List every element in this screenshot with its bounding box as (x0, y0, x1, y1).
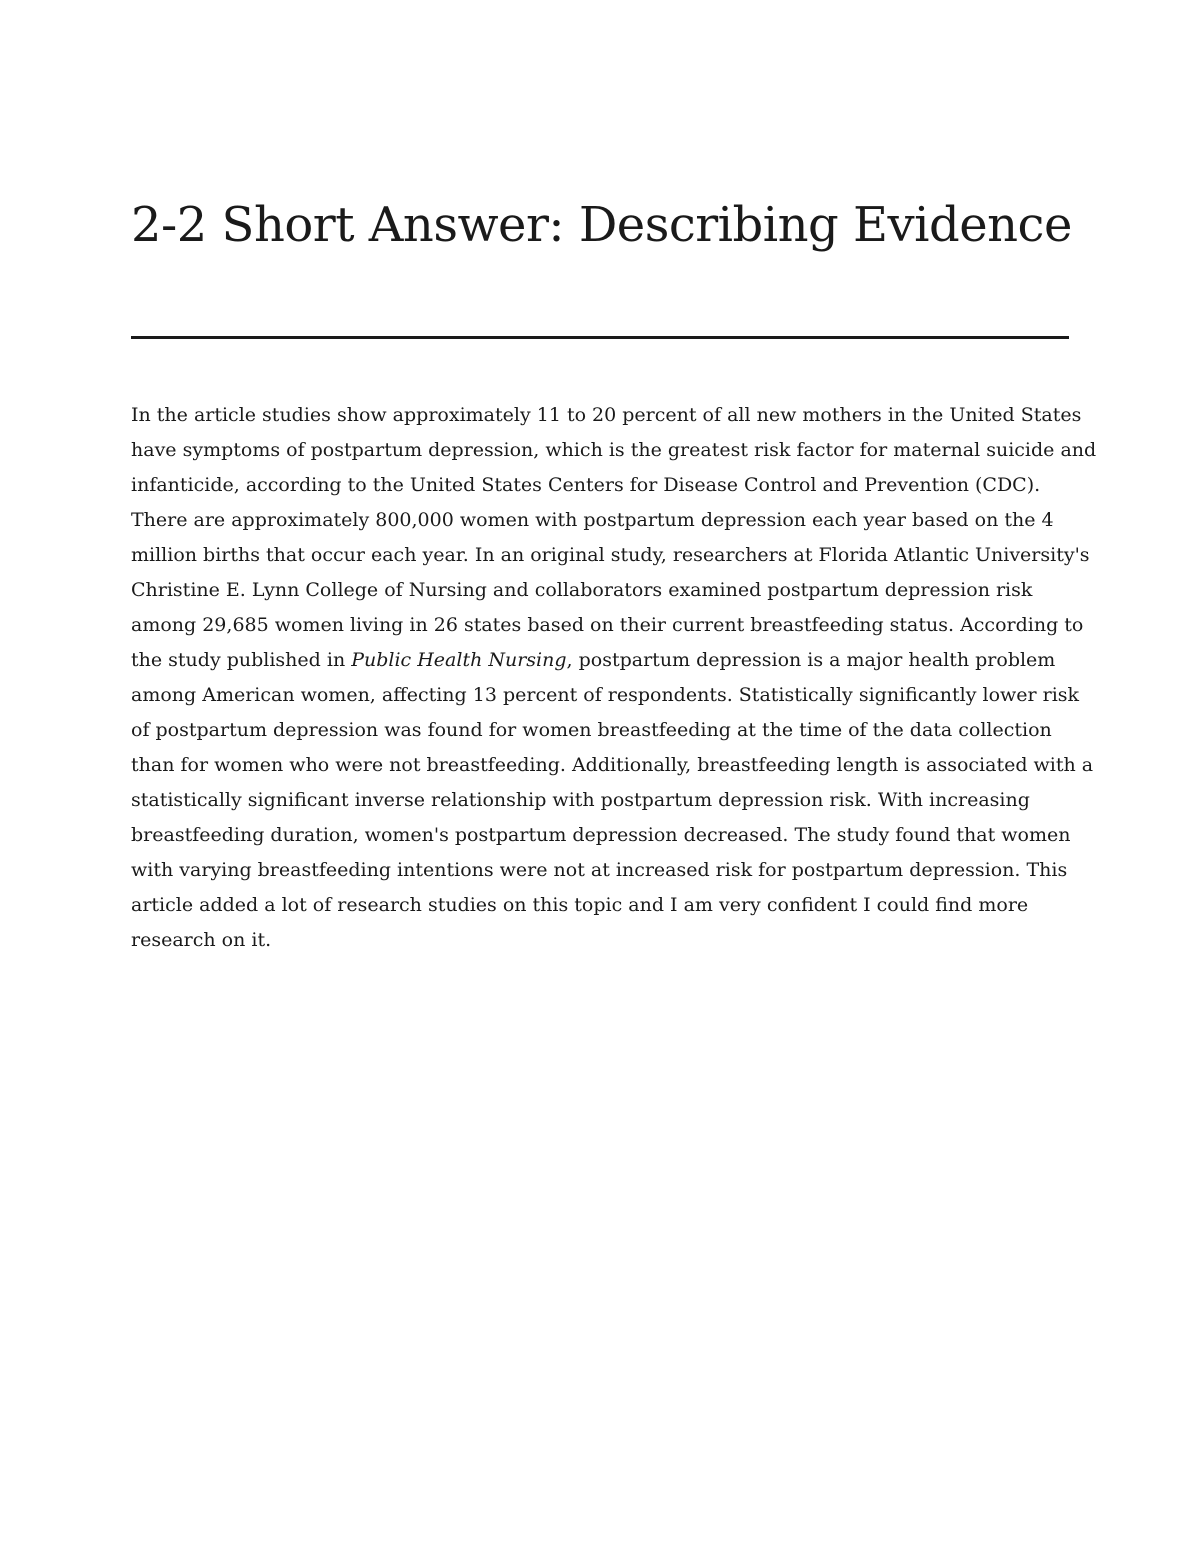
body-line: with varying breastfeeding intentions were not at increased risk for postpartum depression. This (131, 859, 1068, 881)
body-line: breastfeeding duration, women's postpartum depression decreased. The study found that women (131, 824, 1071, 846)
title-divider (131, 336, 1069, 339)
journal-title: Public Health Nursing (351, 649, 567, 671)
body-line: among American women, affecting 13 percent of respondents. Statistically significantly lower risk (131, 684, 1080, 706)
body-line: among 29,685 women living in 26 states based on their current breastfeeding status. According to (131, 614, 1084, 636)
body-line: than for women who were not breastfeeding. Additionally, breastfeeding length is associated with a (131, 754, 1094, 776)
body-line: infanticide, according to the United States Centers for Disease Control and Prevention (CDC). (131, 474, 1041, 496)
body-line: million births that occur each year. In an original study, researchers at Florida Atlantic University's (131, 544, 1090, 566)
body-line: research on it. (131, 929, 272, 951)
body-line: have symptoms of postpartum depression, which is the greatest risk factor for maternal suicide and (131, 439, 1097, 461)
body-line: article added a lot of research studies on this topic and I am very confident I could find more (131, 894, 1029, 916)
body-line: There are approximately 800,000 women with postpartum depression each year based on the 4 (131, 509, 1054, 531)
body-line-with-journal-title (131, 643, 1081, 678)
body-line: In the article studies show approximately 11 to 20 percent of all new mothers in the United States (131, 404, 1082, 426)
body-paragraph (131, 398, 1097, 958)
body-line: Christine E. Lynn College of Nursing and collaborators examined postpartum depression risk (131, 579, 1033, 601)
body-line-segment: the study published in (131, 649, 352, 671)
body-line: of postpartum depression was found for women breastfeeding at the time of the data collection (131, 719, 1052, 741)
page-title: 2-2 Short Answer: Describing Evidence (131, 197, 1072, 253)
body-line-segment: , postpartum depression is a major health problem (566, 649, 1056, 671)
body-line: statistically significant inverse relationship with postpartum depression risk. With increasing (131, 789, 1030, 811)
